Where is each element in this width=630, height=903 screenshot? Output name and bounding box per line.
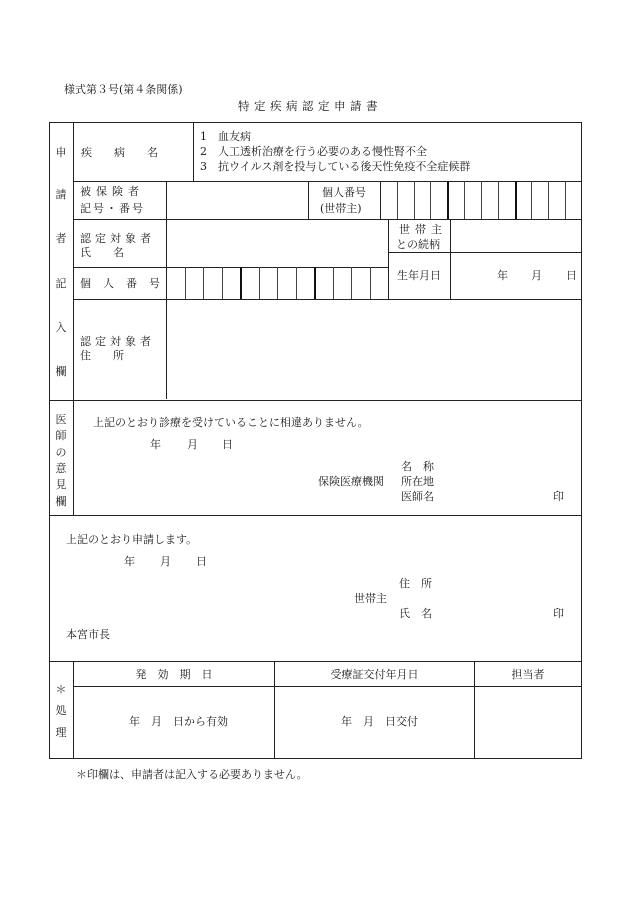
insured-number-divider — [308, 181, 309, 219]
doctor-date-year: 年 — [150, 438, 161, 451]
doctor-seal: 印 — [553, 490, 564, 503]
application-date-year: 年 — [124, 555, 135, 568]
disease-label: 疾 病 名 — [81, 146, 158, 159]
side-label-char: 請 — [55, 188, 67, 201]
digit-box-divider — [203, 267, 204, 299]
institution-name-label: 名 称 — [401, 460, 434, 473]
page-title: 特定疾病認定申請書 — [238, 99, 382, 113]
row-divider — [73, 219, 582, 220]
digit-box-divider — [414, 181, 415, 219]
side-label-char: 欄 — [55, 365, 67, 378]
digit-box-divider — [447, 181, 449, 219]
digit-box-divider — [333, 267, 334, 299]
institution-address-label: 所在地 — [401, 475, 434, 488]
target-address-label-1: 認定対象者 — [80, 335, 155, 348]
digit-box-divider — [222, 267, 223, 299]
digit-box-divider — [548, 181, 549, 219]
digit-box-divider — [259, 267, 260, 299]
side-label-char: の — [55, 446, 67, 459]
digit-box-divider — [565, 181, 566, 219]
label-col-divider — [166, 181, 167, 399]
side-label-char: 医 — [55, 413, 67, 426]
digit-box-divider — [277, 267, 278, 299]
side-label-char: 理 — [55, 726, 67, 739]
digit-box-divider — [296, 267, 297, 299]
disease-option-1: 1 血友病 — [200, 130, 251, 143]
side-label-char: 申 — [55, 146, 67, 159]
doctor-date-month: 月 — [187, 438, 198, 451]
digit-box-divider — [515, 181, 517, 219]
institution-label: 保険医療機関 — [318, 475, 384, 488]
birth-date-day: 日 — [566, 269, 577, 282]
digit-box-divider — [240, 267, 242, 299]
issued-date-header: 受療証交付年月日 — [330, 668, 419, 681]
target-name-label-2: 氏 名 — [80, 246, 124, 259]
applicant-address-label: 住 所 — [399, 577, 432, 590]
effective-date-value: 年 月 日から有効 — [129, 715, 228, 728]
digit-box-divider — [397, 181, 398, 219]
personal-number-label: 個人番号 — [80, 277, 172, 290]
digit-box-divider — [464, 181, 465, 219]
side-label-char: 記 — [55, 277, 67, 290]
form-number: 様式第３号(第４条関係) — [64, 83, 183, 96]
side-label-char: ＊ — [55, 683, 67, 696]
birth-date-year: 年 — [497, 269, 508, 282]
digit-box-divider — [185, 267, 186, 299]
applicant-side-divider — [73, 122, 74, 401]
side-label-char: 者 — [55, 232, 67, 245]
digit-box-divider — [481, 181, 482, 219]
applicant-seal: 印 — [553, 607, 564, 620]
row-divider — [73, 181, 582, 182]
householder-personal-number-label-1: 個人番号 — [322, 186, 366, 199]
disease-option-3: 3 抗ウイルス剤を投与している後天性免疫不全症候群 — [200, 160, 471, 173]
row-divider — [73, 267, 388, 268]
insured-number-label-2: 記号・番号 — [80, 202, 145, 215]
digit-box-divider — [351, 267, 352, 299]
digit-box-divider — [531, 181, 532, 219]
target-name-label-1: 認定対象者 — [80, 232, 155, 245]
side-label-char: 師 — [55, 429, 67, 442]
birth-date-month: 月 — [531, 269, 542, 282]
application-date-day: 日 — [196, 555, 207, 568]
side-label-char: 意 — [55, 462, 67, 475]
side-label-char: 入 — [55, 321, 67, 334]
row-divider — [388, 252, 582, 253]
digit-box-divider — [430, 181, 431, 219]
applicant-householder-label: 世帯主 — [354, 592, 387, 605]
relation-label-divider — [450, 219, 451, 299]
digit-box-divider — [498, 181, 499, 219]
side-label-char: 欄 — [55, 495, 67, 508]
side-label-char: 見 — [55, 478, 67, 491]
row-divider — [73, 299, 582, 300]
relation-label-1: 世帯主 — [399, 223, 447, 236]
addressee: 本宮市長 — [66, 628, 110, 641]
footnote: ＊印欄は、申請者は記入する必要ありません。 — [76, 768, 308, 781]
target-address-label-2: 住 所 — [80, 349, 124, 362]
birth-date-label: 生年月日 — [397, 269, 441, 282]
effective-date-header: 発 効 期 日 — [135, 668, 213, 681]
processing-header-divider — [73, 686, 582, 687]
insured-number-label-1: 被保険者 — [80, 185, 144, 198]
applicant-name-label: 氏 名 — [399, 607, 432, 620]
doctor-date-day: 日 — [222, 438, 233, 451]
issued-date-value: 年 月 日交付 — [341, 715, 418, 728]
relation-label-2: との続柄 — [396, 238, 440, 251]
side-label-char: 処 — [55, 704, 67, 717]
doctor-name-label: 医師名 — [401, 490, 434, 503]
application-date-month: 月 — [160, 555, 171, 568]
householder-personal-number-label-2: (世帯主) — [320, 202, 362, 215]
doctor-statement: 上記のとおり診療を受けていることに相違ありません。 — [93, 416, 369, 429]
application-statement: 上記のとおり申請します。 — [66, 533, 198, 546]
disease-option-2: 2 人工透析治療を行う必要のある慢性腎不全 — [200, 145, 427, 158]
disease-label-divider — [193, 122, 194, 181]
digit-box-divider — [370, 267, 371, 299]
relation-divider — [388, 219, 389, 299]
staff-header: 担当者 — [511, 668, 545, 681]
digit-box-divider — [314, 267, 316, 299]
doctor-side-divider — [73, 400, 74, 516]
personal-head-divider — [380, 181, 381, 219]
